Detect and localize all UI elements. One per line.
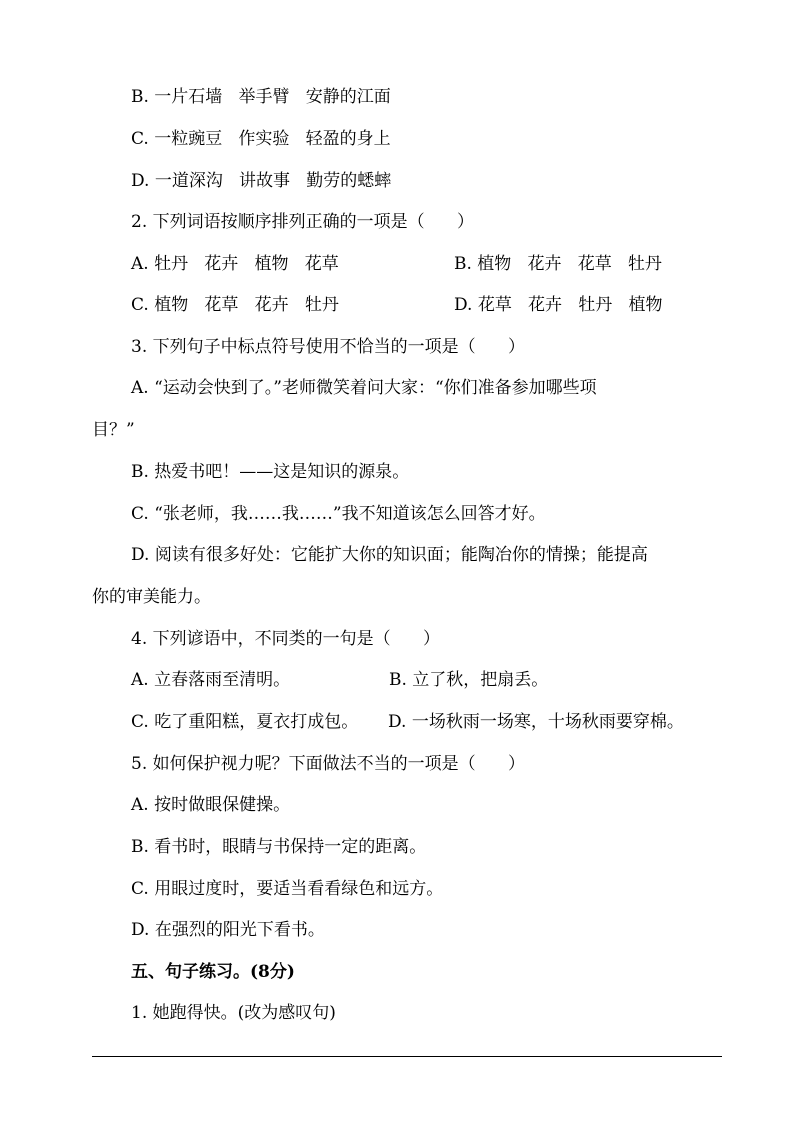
q3-option-b: B. 热爱书吧！——这是知识的源泉。: [131, 462, 410, 482]
q4-option-d: D. 一场秋雨一场寒，十场秋雨要穿棉。: [388, 712, 684, 732]
section-five-heading: 五、句子练习。(8分): [131, 962, 295, 982]
answer-blank-line[interactable]: [92, 1056, 722, 1057]
q1-option-c: C. 一粒豌豆 作实验 轻盈的身上: [131, 129, 391, 149]
q3-option-d-line1: D. 阅读有很多好处：它能扩大你的知识面；能陶冶你的情操；能提高: [131, 545, 648, 565]
q2-option-b: B. 植物 花卉 花草 牡丹: [454, 254, 662, 274]
q4-option-c: C. 吃了重阳糕，夏衣打成包。: [131, 712, 359, 732]
sentence-exercise-1: 1. 她跑得快。(改为感叹句): [131, 1003, 336, 1023]
q4-option-a: A. 立春落雨至清明。: [131, 670, 291, 690]
question-4: 4. 下列谚语中，不同类的一句是（ ）: [131, 629, 441, 649]
q5-option-d: D. 在强烈的阳光下看书。: [131, 920, 325, 940]
q5-option-a: A. 按时做眼保健操。: [131, 795, 291, 815]
q3-option-a-line2: 目？”: [92, 420, 135, 440]
q3-option-c: C. “张老师，我……我……”我不知道该怎么回答才好。: [131, 504, 546, 524]
q3-option-d-line2: 你的审美能力。: [92, 587, 211, 607]
q1-option-d: D. 一道深沟 讲故事 勤劳的蟋蟀: [131, 171, 392, 191]
q4-option-b: B. 立了秋，把扇丢。: [389, 670, 549, 690]
q3-option-a-line1: A. “运动会快到了。”老师微笑着问大家：“你们准备参加哪些项: [131, 378, 597, 398]
q5-option-c: C. 用眼过度时，要适当看看绿色和远方。: [131, 879, 444, 899]
q1-option-b: B. 一片石墙 举手臂 安静的江面: [131, 87, 391, 107]
q5-option-b: B. 看书时，眼睛与书保持一定的距离。: [131, 837, 427, 857]
question-5: 5. 如何保护视力呢？下面做法不当的一项是（ ）: [131, 754, 526, 774]
question-3: 3. 下列句子中标点符号使用不恰当的一项是（ ）: [131, 337, 526, 357]
q2-option-c: C. 植物 花草 花卉 牡丹: [131, 295, 339, 315]
question-2: 2. 下列词语按顺序排列正确的一项是（ ）: [131, 212, 475, 232]
q2-option-d: D. 花草 花卉 牡丹 植物: [454, 295, 663, 315]
q2-option-a: A. 牡丹 花卉 植物 花草: [131, 254, 339, 274]
